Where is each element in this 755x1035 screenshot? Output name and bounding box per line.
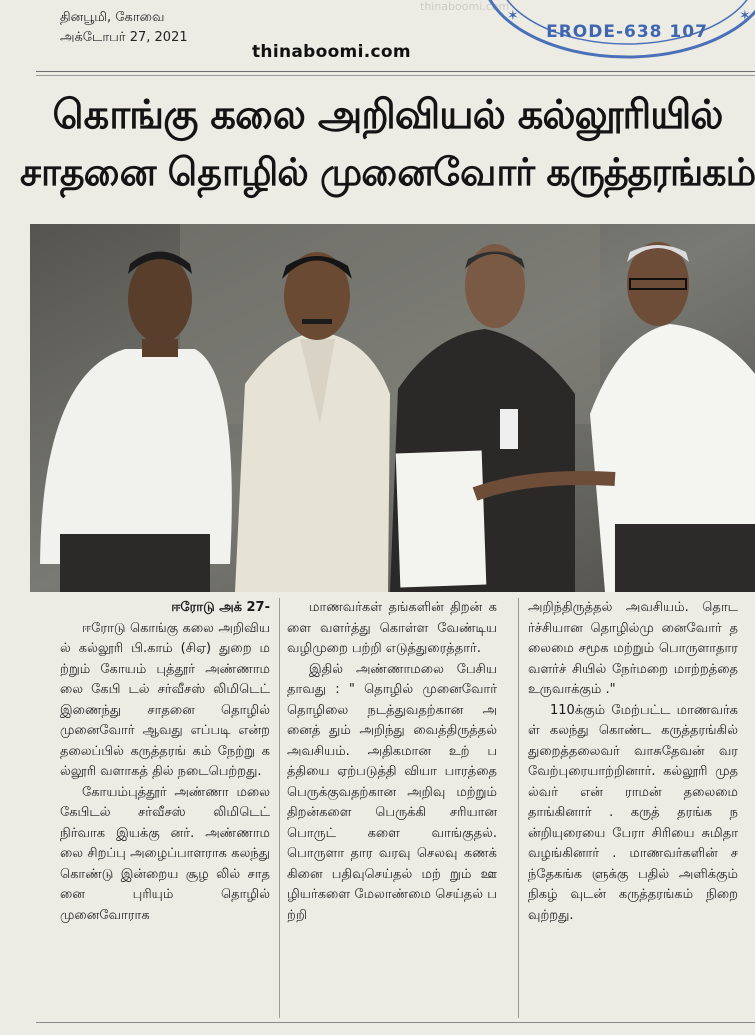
article-paragraph: அறிந்திருத்தல் அவசியம். தொடர்ச்சியான தொழில்மு னைவோர் தலைமை சமூக மற்றும் பொருளாதார வளர்ச் சியில் நேர்மறை மாற்றத்தை உருவாக்கும் .": [528, 600, 738, 697]
bottom-rule: [36, 1022, 755, 1023]
dateline: ஈரோடு அக் 27-: [171, 600, 270, 615]
article-paragraph: மாணவர்கள் தங்களின் திறன் களை வளர்த்து கொள்ள வேண்டிய வழிமுறை பற்றி எடுத்துரைத்தார்.: [287, 600, 497, 656]
masthead-rule-thin: [36, 75, 755, 76]
masthead-info: [60, 8, 188, 48]
svg-text:✶: ✶: [739, 8, 751, 24]
article-paragraph: 110க்கும் மேற்பட்ட மாணவர்கள் கலந்து கொண்ட கருத்தரங்கில் துறைத்தலைவர் வாசுதேவன் வரவேற்புரையாற்றினார். கல்லூரி முதல்வர் என் ராமன் தலைமை தாங்கினார் . கருத் தரங்க நன்றியுரையை பேரா சிரியை சுமிதா வழங்கினார் . மாணவர்களின் சந்தேகங்க ளுக்கு பதில் அளிக்கும் நிகழ் வுடன் கருத்தரங்கம் நிறை வுற்றது.: [528, 702, 738, 923]
svg-text:✶: ✶: [507, 8, 519, 24]
article-paragraph: ஈரோடு கொங்கு கலை அறிவியல் கல்லூரி பி.காம் (சிஏ) துறை மற்றும் கோயம் புத்தூர் அண்ணாமலை கேபி டல் சர்வீசஸ் லிமிடெட் இணைந்து சாதனை தொழில் முனைவோர் ஆவது எப்படி என்ற தலைப்பில் கருத்தரங் கம் நேற்று கல்லூரி வளாகத் தில் நடைபெற்றது.: [60, 620, 270, 779]
column-rule: [518, 598, 519, 1018]
article-paragraph: கோயம்புத்தூர் அண்ணா மலை கேபிடல் சர்வீசஸ் லிமிடெட் நிர்வாக இயக்கு னர். அண்ணாமலை சிறப்பு அழைப்பாளராக கலந்து கொண்டு இன்றைய சூழ லில் சாதனை புரியும் தொழில் முனைவோராக: [60, 784, 270, 923]
stamp-text: ERODE-638 107: [546, 22, 708, 42]
article-paragraph: இதில் அண்ணாமலை பேசியதாவது : " தொழில் முனைவோர் தொழிலை நடத்துவதற்கான அனைத் தும் அறிந்து வைத்திருத்தல் அவசியம். அதிகமான உற் பத்தியை ஏற்படுத்தி வியா பாரத்தை பெருக்குவதற்கான அறிவு மற்றும் திறன்களை பெருக்கி சரியான பொருட் களை வாங்குதல். பொருளா தார வரவு செலவு கணக் கினை பதிவுசெய்தல் மற் றும் ஊழியர்களை மேலாண்மை செய்தல் பற்றி: [287, 661, 497, 923]
bleed-through-text: thinaboomi.com: [420, 0, 510, 13]
headline-line-2: சாதனை தொழில் முனைவோர் கருத்தரங்கம்: [20, 150, 755, 194]
publication-date: அக்டோபர் 27, 2021: [60, 30, 188, 45]
masthead-rule: [36, 71, 755, 72]
news-photo: [30, 224, 755, 592]
website-label: thinaboomi.com: [252, 42, 411, 62]
article-column-2: [287, 598, 497, 926]
column-rule: [279, 598, 280, 1018]
article-column-3: [528, 598, 738, 926]
college-stamp: [477, 0, 755, 62]
certificate: [396, 451, 487, 588]
headline-line-1: கொங்கு கலை அறிவியல் கல்லூரியில்: [52, 92, 723, 138]
paper-city: தினபூமி, கோவை: [60, 10, 165, 25]
article-column-1: [60, 598, 270, 926]
